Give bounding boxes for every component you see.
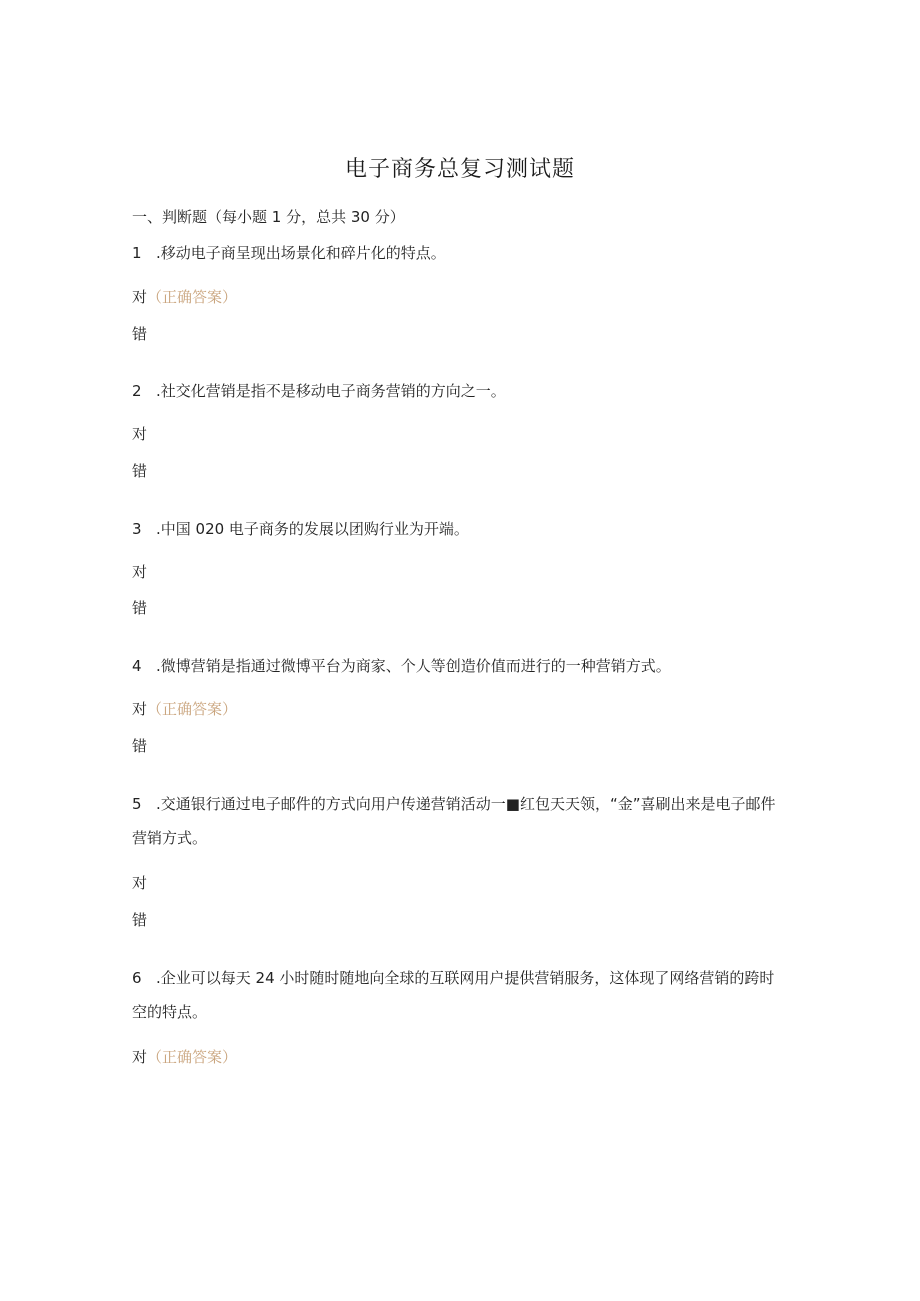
question-number: 3 (132, 520, 142, 538)
question-text: .中国 020 电子商务的发展以团购行业为开端。 (156, 520, 469, 538)
question-4 (132, 649, 784, 683)
option-false[interactable] (132, 323, 147, 344)
option-label: 错 (132, 462, 148, 480)
question-text: .交通银行通过电子邮件的方式向用户传递营销活动一■红包天天领，“金”喜刷出来是电子邮件营销方式。 (132, 795, 776, 847)
option-false[interactable] (132, 597, 147, 618)
question-1 (132, 236, 784, 270)
section-heading: 一、判断题（每小题 1 分，总共 30 分） (132, 208, 405, 226)
question-number: 6 (132, 969, 142, 987)
question-6 (132, 961, 784, 1029)
option-label: 错 (132, 911, 148, 929)
option-label: 错 (132, 325, 148, 343)
correct-answer-tag: （正确答案） (147, 700, 238, 718)
option-label: 对 (132, 563, 148, 581)
question-number: 1 (132, 244, 142, 262)
question-number: 5 (132, 795, 142, 813)
option-label: 错 (132, 599, 148, 617)
option-label: 对 (132, 1048, 148, 1066)
correct-answer-tag: （正确答案） (147, 288, 238, 306)
option-true[interactable] (132, 286, 237, 307)
option-true[interactable] (132, 423, 147, 444)
question-text: .企业可以每天 24 小时随时随地向全球的互联网用户提供营销服务，这体现了网络营销的跨时空的特点。 (132, 969, 775, 1021)
document-title: 电子商务总复习测试题 (344, 157, 575, 182)
question-3 (132, 512, 784, 546)
question-text: .移动电子商呈现出场景化和碎片化的特点。 (156, 244, 446, 262)
option-true[interactable] (132, 872, 147, 893)
option-false[interactable] (132, 909, 147, 930)
question-text: .社交化营销是指不是移动电子商务营销的方向之一。 (156, 382, 506, 400)
option-true[interactable] (132, 561, 147, 582)
option-label: 对 (132, 425, 148, 443)
option-label: 对 (132, 874, 148, 892)
option-true[interactable] (132, 1046, 237, 1067)
option-label: 错 (132, 737, 148, 755)
option-true[interactable] (132, 698, 237, 719)
question-number: 4 (132, 657, 142, 675)
question-5 (132, 787, 784, 855)
question-2 (132, 374, 784, 408)
option-false[interactable] (132, 460, 147, 481)
question-text: .微博营销是指通过微博平台为商家、个人等创造价值而进行的一种营销方式。 (156, 657, 671, 675)
correct-answer-tag: （正确答案） (147, 1048, 238, 1066)
option-false[interactable] (132, 735, 147, 756)
question-number: 2 (132, 382, 142, 400)
option-label: 对 (132, 288, 148, 306)
option-label: 对 (132, 700, 148, 718)
